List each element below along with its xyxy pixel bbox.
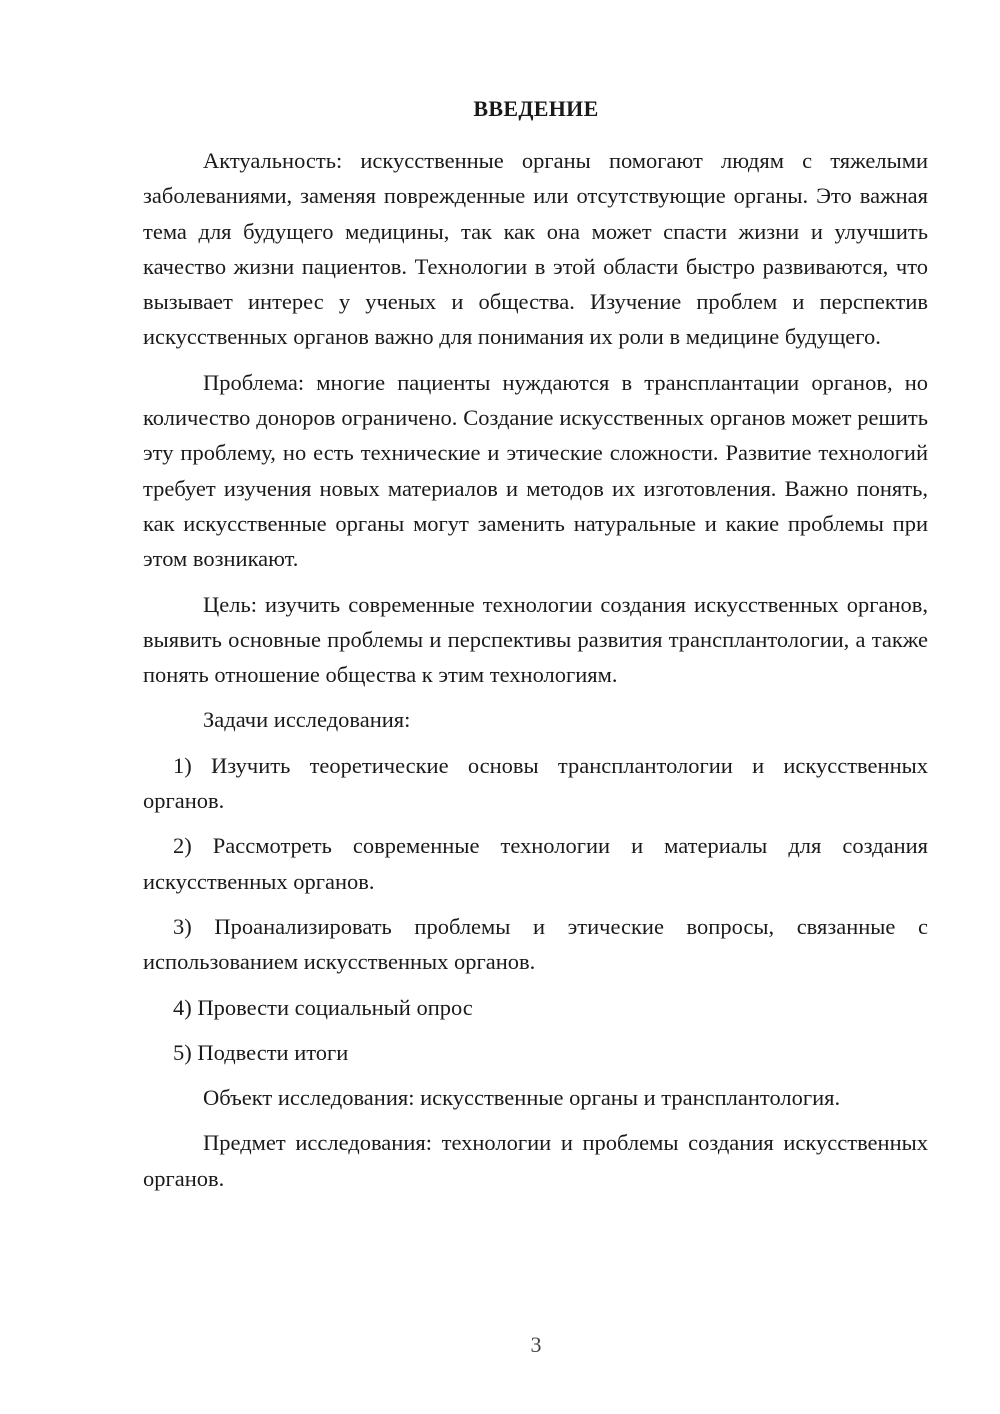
paragraph-subject: Предмет исследования: технологии и проблемы создания искусственных органов. [143, 1130, 928, 1191]
tasks-heading: Задачи исследования: [203, 707, 411, 733]
paragraph-goal: Цель: изучить современные технологии создания искусственных органов, выявить основные проблемы и перспективы развития трансплантологии, а также понять отношение общества к этим технологиям. [143, 591, 928, 688]
task-item-5: 5) Подвести итоги [173, 1039, 349, 1065]
paragraph-problem: Проблема: многие пациенты нуждаются в трансплантации органов, но количество доноров ограничено. Создание искусственных органов может решить эту проблему, но есть технические и этические сложности. Развитие технологий требует изучения новых материалов и методов их изготовления. Важно понять, как искусственные органы могут заменить натуральные и какие проблемы при этом возникают. [143, 369, 928, 572]
task-item-2: 2) Рассмотреть современные технологии и материалы для создания искусственных органов. [143, 833, 928, 894]
paragraph-object: Объект исследования: искусственные органы и трансплантология. [203, 1085, 841, 1111]
task-item-3: 3) Проанализировать проблемы и этические вопросы, связанные с использованием искусственных органов. [143, 913, 928, 975]
document-body [143, 143, 928, 1196]
section-heading: ВВЕДЕНИЕ [473, 96, 599, 121]
task-item-1: 1) Изучить теоретические основы трансплантологии и искусственных органов. [143, 752, 928, 814]
paragraph-relevance: Актуальность: искусственные органы помогают людям с тяжелыми заболеваниями, заменяя поврежденные или отсутствующие органы. Это важная тема для будущего медицины, так как она может спасти жизни и улучшить качество жизни пациентов. Технологии в этой области быстро развиваются, что вызывает интерес у ученых и общества. Изучение проблем и перспектив искусственных органов важно для понимания их роли в медицине будущего. [143, 148, 928, 350]
page-number: 3 [530, 1332, 542, 1357]
task-item-4: 4) Провести социальный опрос [173, 994, 473, 1020]
